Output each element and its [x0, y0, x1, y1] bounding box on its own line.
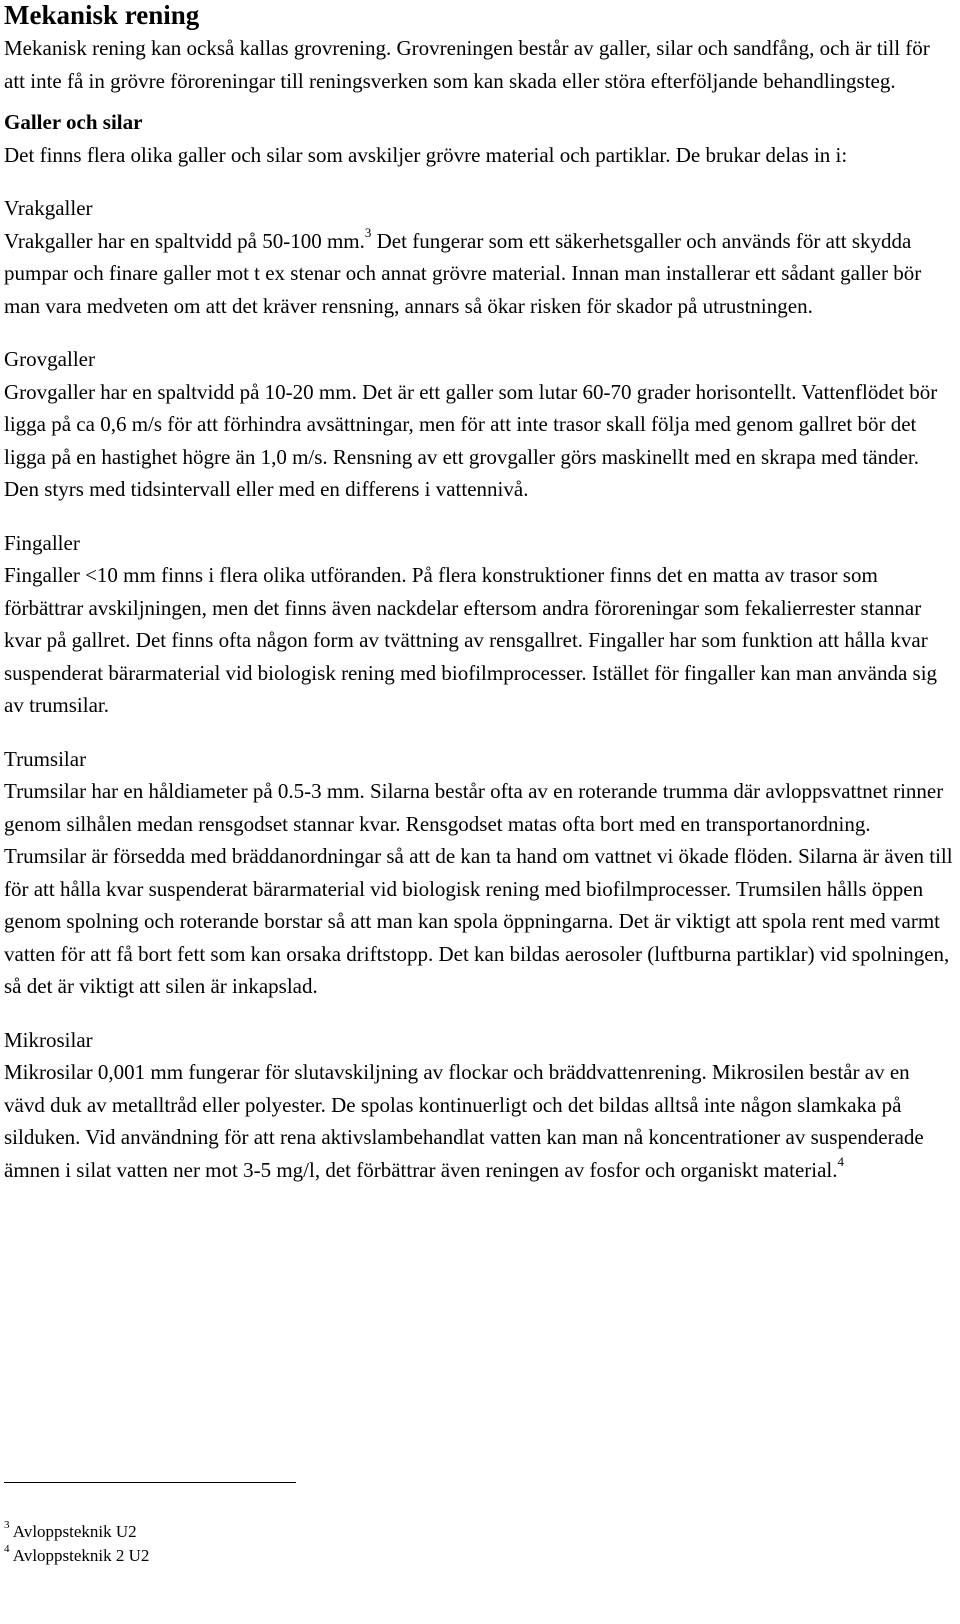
fingaller-paragraph: Fingaller <10 mm finns i flera olika utföranden. På flera konstruktioner finns det en matta av trasor som förbättrar avskiljningen, men det finns även nackdelar eftersom andra föroreningar som fekalierrester stannar kvar på gallret. Det finns ofta någon form av tvättning av rensgallret. Fingaller har som funktion att hålla kvar suspenderat bärarmaterial vid biologisk rening med biofilmprocesser. Istället för fingaller kan man använda sig av trumsilar.	[4, 563, 938, 717]
footnote-ref-4: 4	[837, 1153, 845, 1169]
footnote-number: 3	[4, 1519, 10, 1532]
mikrosilar-paragraph	[4, 1056, 954, 1186]
trumsilar-paragraph: Trumsilar har en håldiameter på 0.5-3 mm. Silarna består ofta av en roterande trumma där avloppsvattnet rinner genom silhålen medan rensgodset stannar kvar. Rensgodset matas ofta bort med en transportanordning. Trumsilar är försedda med bräddanordningar så att de kan ta hand om vattnet vi ökade flöden. Silarna är även till för att hålla kvar suspenderat bärarmaterial vid biologisk rening med biofilmprocesser. Trumsilen hålls öppen genom spolning och roterande borstar så att man kan spola öppningarna. Det är viktigt att spola rent med varmt vatten för att få bort fett som kan orsaka driftstopp. Det kan bildas aerosoler (luftburna partiklar) vid spolningen, så det är viktigt att silen är inkapslad.	[4, 779, 953, 998]
galler-och-silar-paragraph: Det finns flera olika galler och silar som avskiljer grövre material och partiklar. De brukar delas in i:	[4, 142, 848, 167]
footnote-item	[4, 1520, 149, 1544]
subsection-heading-grovgaller: Grovgaller	[4, 347, 95, 371]
vrakgaller-paragraph	[4, 225, 954, 323]
footnote-ref-3: 3	[364, 224, 372, 240]
footnote-number: 4	[4, 1543, 10, 1556]
footnote-item	[4, 1544, 149, 1568]
section-heading-galler-och-silar: Galler och silar	[4, 110, 143, 134]
page-title: Mekanisk rening	[4, 0, 200, 30]
intro-paragraph: Mekanisk rening kan också kallas grovrening. Grovreningen består av galler, silar och sandfång, och är till för att inte få in grövre föroreningar till reningsverken som kan skada eller störa efterföljande behandlingsteg.	[4, 36, 930, 93]
subsection-heading-fingaller: Fingaller	[4, 530, 80, 555]
grovgaller-paragraph: Grovgaller har en spaltvidd på 10-20 mm. Det är ett galler som lutar 60-70 grader horisontellt. Vattenflödet bör ligga på ca 0,6 m/s för att förhindra avsättningar, men för att inte trasor skall följa med genom gallret bör det ligga på en hastighet högre än 1,0 m/s. Rensning av ett grovgaller görs maskinellt med en skrapa med tänder. Den styrs med tidsintervall eller med en differens i vattennivå.	[4, 379, 938, 501]
subsection-heading-vrakgaller: Vrakgaller	[4, 196, 93, 220]
footnote-divider	[4, 1482, 296, 1483]
vrakgaller-text-part-1: Vrakgaller har en spaltvidd på 50-100 mm.	[4, 228, 365, 253]
subsection-heading-trumsilar: Trumsilar	[4, 746, 87, 771]
subsection-heading-mikrosilar: Mikrosilar	[4, 1027, 93, 1052]
footnote-text: Avloppsteknik U2	[9, 1522, 137, 1541]
document-page	[4, 0, 954, 1186]
footnote-text: Avloppsteknik 2 U2	[9, 1546, 150, 1565]
footnotes	[4, 1520, 149, 1568]
mikrosilar-text: Mikrosilar 0,001 mm fungerar för slutavskiljning av flockar och bräddvattenrening. Mikrosilen består av en vävd duk av metalltråd eller polyester. De spolas kontinuerligt och det bildas alltså inte någon slamkaka på silduken. Vid användning för att rena aktivslambehandlat vatten kan man nå koncentrationer av suspenderade ämnen i silat vatten ner mot 3-5 mg/l, det förbättrar även reningen av fosfor och organiskt material.	[4, 1060, 924, 1182]
vrakgaller-text-part-2: Det fungerar som ett säkerhetsgaller och används för att skydda pumpar och finare galler mot t ex stenar och annat grövre material. Innan man installerar ett sådant galler bör man vara medveten om att det kräver rensning, annars så ökar risken för skador på utrustningen.	[4, 228, 922, 318]
